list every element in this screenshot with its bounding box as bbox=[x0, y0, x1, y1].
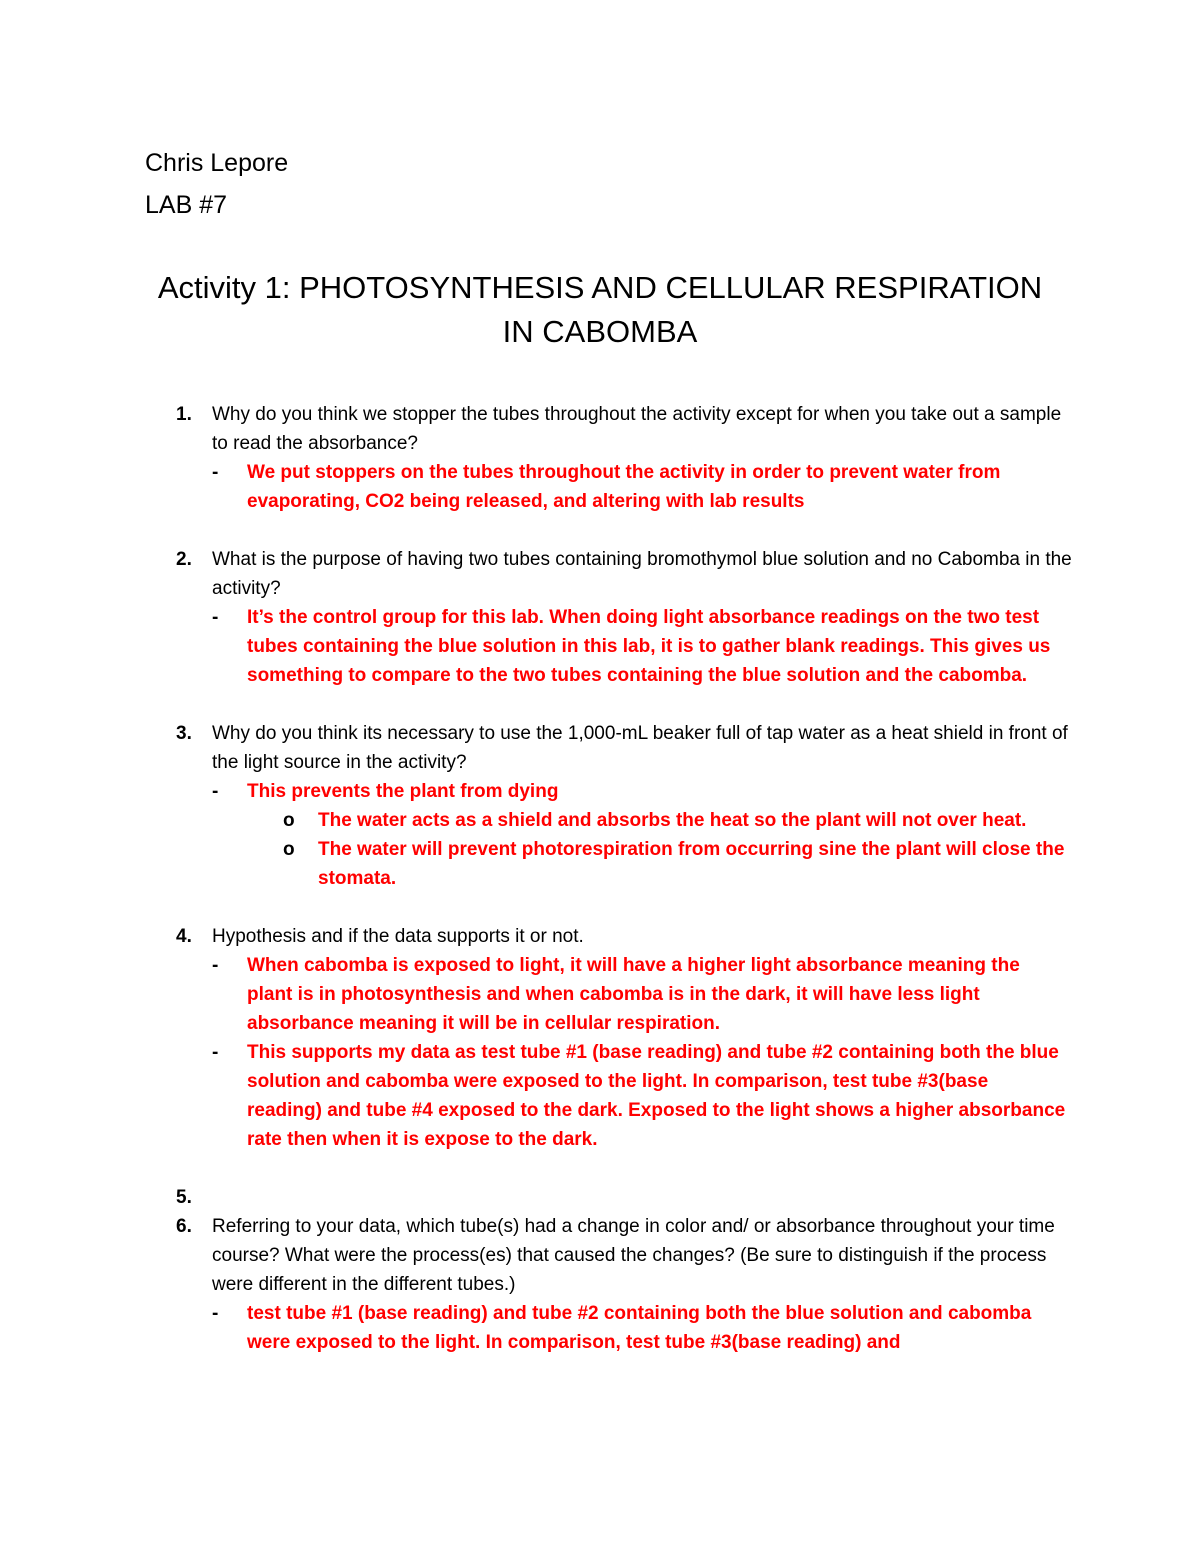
sub-point-text: The water will prevent photorespiration from occurring sine the plant will close the stomata. bbox=[318, 839, 1065, 889]
question-3 bbox=[0, 719, 1200, 777]
question-2 bbox=[0, 545, 1200, 603]
question-1 bbox=[0, 400, 1200, 458]
answer-text: When cabomba is exposed to light, it will have a higher light absorbance meaning the plant is in photosynthesis and when cabomba is in the dark, it will have less light absorbance meaning it will be in cellular respiration. bbox=[247, 955, 1020, 1034]
dash-marker: - bbox=[212, 1042, 219, 1063]
spacer bbox=[0, 893, 1200, 922]
lab-number: LAB #7 bbox=[145, 191, 228, 219]
dash-marker: - bbox=[212, 955, 219, 976]
spacer bbox=[0, 690, 1200, 719]
circle-bullet-icon: o bbox=[283, 839, 295, 860]
spacer bbox=[0, 1154, 1200, 1183]
question-number: 2. bbox=[176, 549, 192, 570]
answer-text: This supports my data as test tube #1 (base reading) and tube #2 containing both the blue solution and cabomba were exposed to the light. In comparison, test tube #3(base reading) and tube #4 exposed to the dark. Exposed to the light shows a higher absorbance rate then when it is expose to the dark. bbox=[247, 1042, 1066, 1150]
sub-point-text: The water acts as a shield and absorbs the heat so the plant will not over heat. bbox=[318, 810, 1027, 831]
answer-text: It’s the control group for this lab. When doing light absorbance readings on the two test tubes containing the blue solution in this lab, it is to gather blank readings. This gives us something to compare to the two tubes containing the blue solution and the cabomba. bbox=[247, 607, 1051, 686]
answer-item bbox=[0, 458, 1200, 516]
page-title bbox=[100, 266, 1100, 354]
answer-item bbox=[0, 777, 1200, 806]
question-6 bbox=[0, 1212, 1200, 1299]
title-line-2: IN CABOMBA bbox=[502, 314, 698, 349]
question-text: Why do you think its necessary to use the 1,000-mL beaker full of tap water as a heat shield in front of the light source in the activity? bbox=[212, 723, 1068, 773]
answer-item bbox=[0, 1299, 1200, 1357]
question-text: Hypothesis and if the data supports it or not. bbox=[212, 926, 584, 947]
question-number: 6. bbox=[176, 1216, 192, 1237]
question-text bbox=[212, 1183, 1072, 1212]
dash-marker: - bbox=[212, 607, 219, 628]
answer-item bbox=[0, 951, 1200, 1038]
question-text: What is the purpose of having two tubes containing bromothymol blue solution and no Cabomba in the activity? bbox=[212, 549, 1072, 599]
dash-marker: - bbox=[212, 1303, 219, 1324]
sub-point bbox=[0, 806, 1200, 835]
answer-item bbox=[0, 1038, 1200, 1154]
spacer bbox=[0, 516, 1200, 545]
question-text: Why do you think we stopper the tubes throughout the activity except for when you take out a sample to read the absorbance? bbox=[212, 404, 1062, 454]
question-text: Referring to your data, which tube(s) had a change in color and/ or absorbance throughout your time course? What were the process(es) that caused the changes? (Be sure to distinguish if the process were different in the different tubes.) bbox=[212, 1216, 1055, 1295]
sub-point bbox=[0, 835, 1200, 893]
question-number: 1. bbox=[176, 404, 192, 425]
answer-item bbox=[0, 603, 1200, 690]
dash-marker: - bbox=[212, 781, 219, 802]
answer-text: We put stoppers on the tubes throughout the activity in order to prevent water from evaporating, CO2 being released, and altering with lab results bbox=[247, 462, 1001, 512]
answer-text: This prevents the plant from dying bbox=[247, 781, 559, 802]
author-name: Chris Lepore bbox=[145, 149, 289, 177]
title-line-1: Activity 1: PHOTOSYNTHESIS AND CELLULAR RESPIRATION bbox=[157, 270, 1043, 305]
question-list bbox=[0, 400, 1200, 1357]
question-number: 5. bbox=[176, 1187, 192, 1208]
question-4 bbox=[0, 922, 1200, 951]
answer-text: test tube #1 (base reading) and tube #2 containing both the blue solution and cabomba were exposed to the light. In comparison, test tube #3(base reading) and bbox=[247, 1303, 1032, 1353]
dash-marker: - bbox=[212, 462, 219, 483]
question-number: 3. bbox=[176, 723, 192, 744]
circle-bullet-icon: o bbox=[283, 810, 295, 831]
question-5 bbox=[0, 1183, 1200, 1212]
question-number: 4. bbox=[176, 926, 192, 947]
